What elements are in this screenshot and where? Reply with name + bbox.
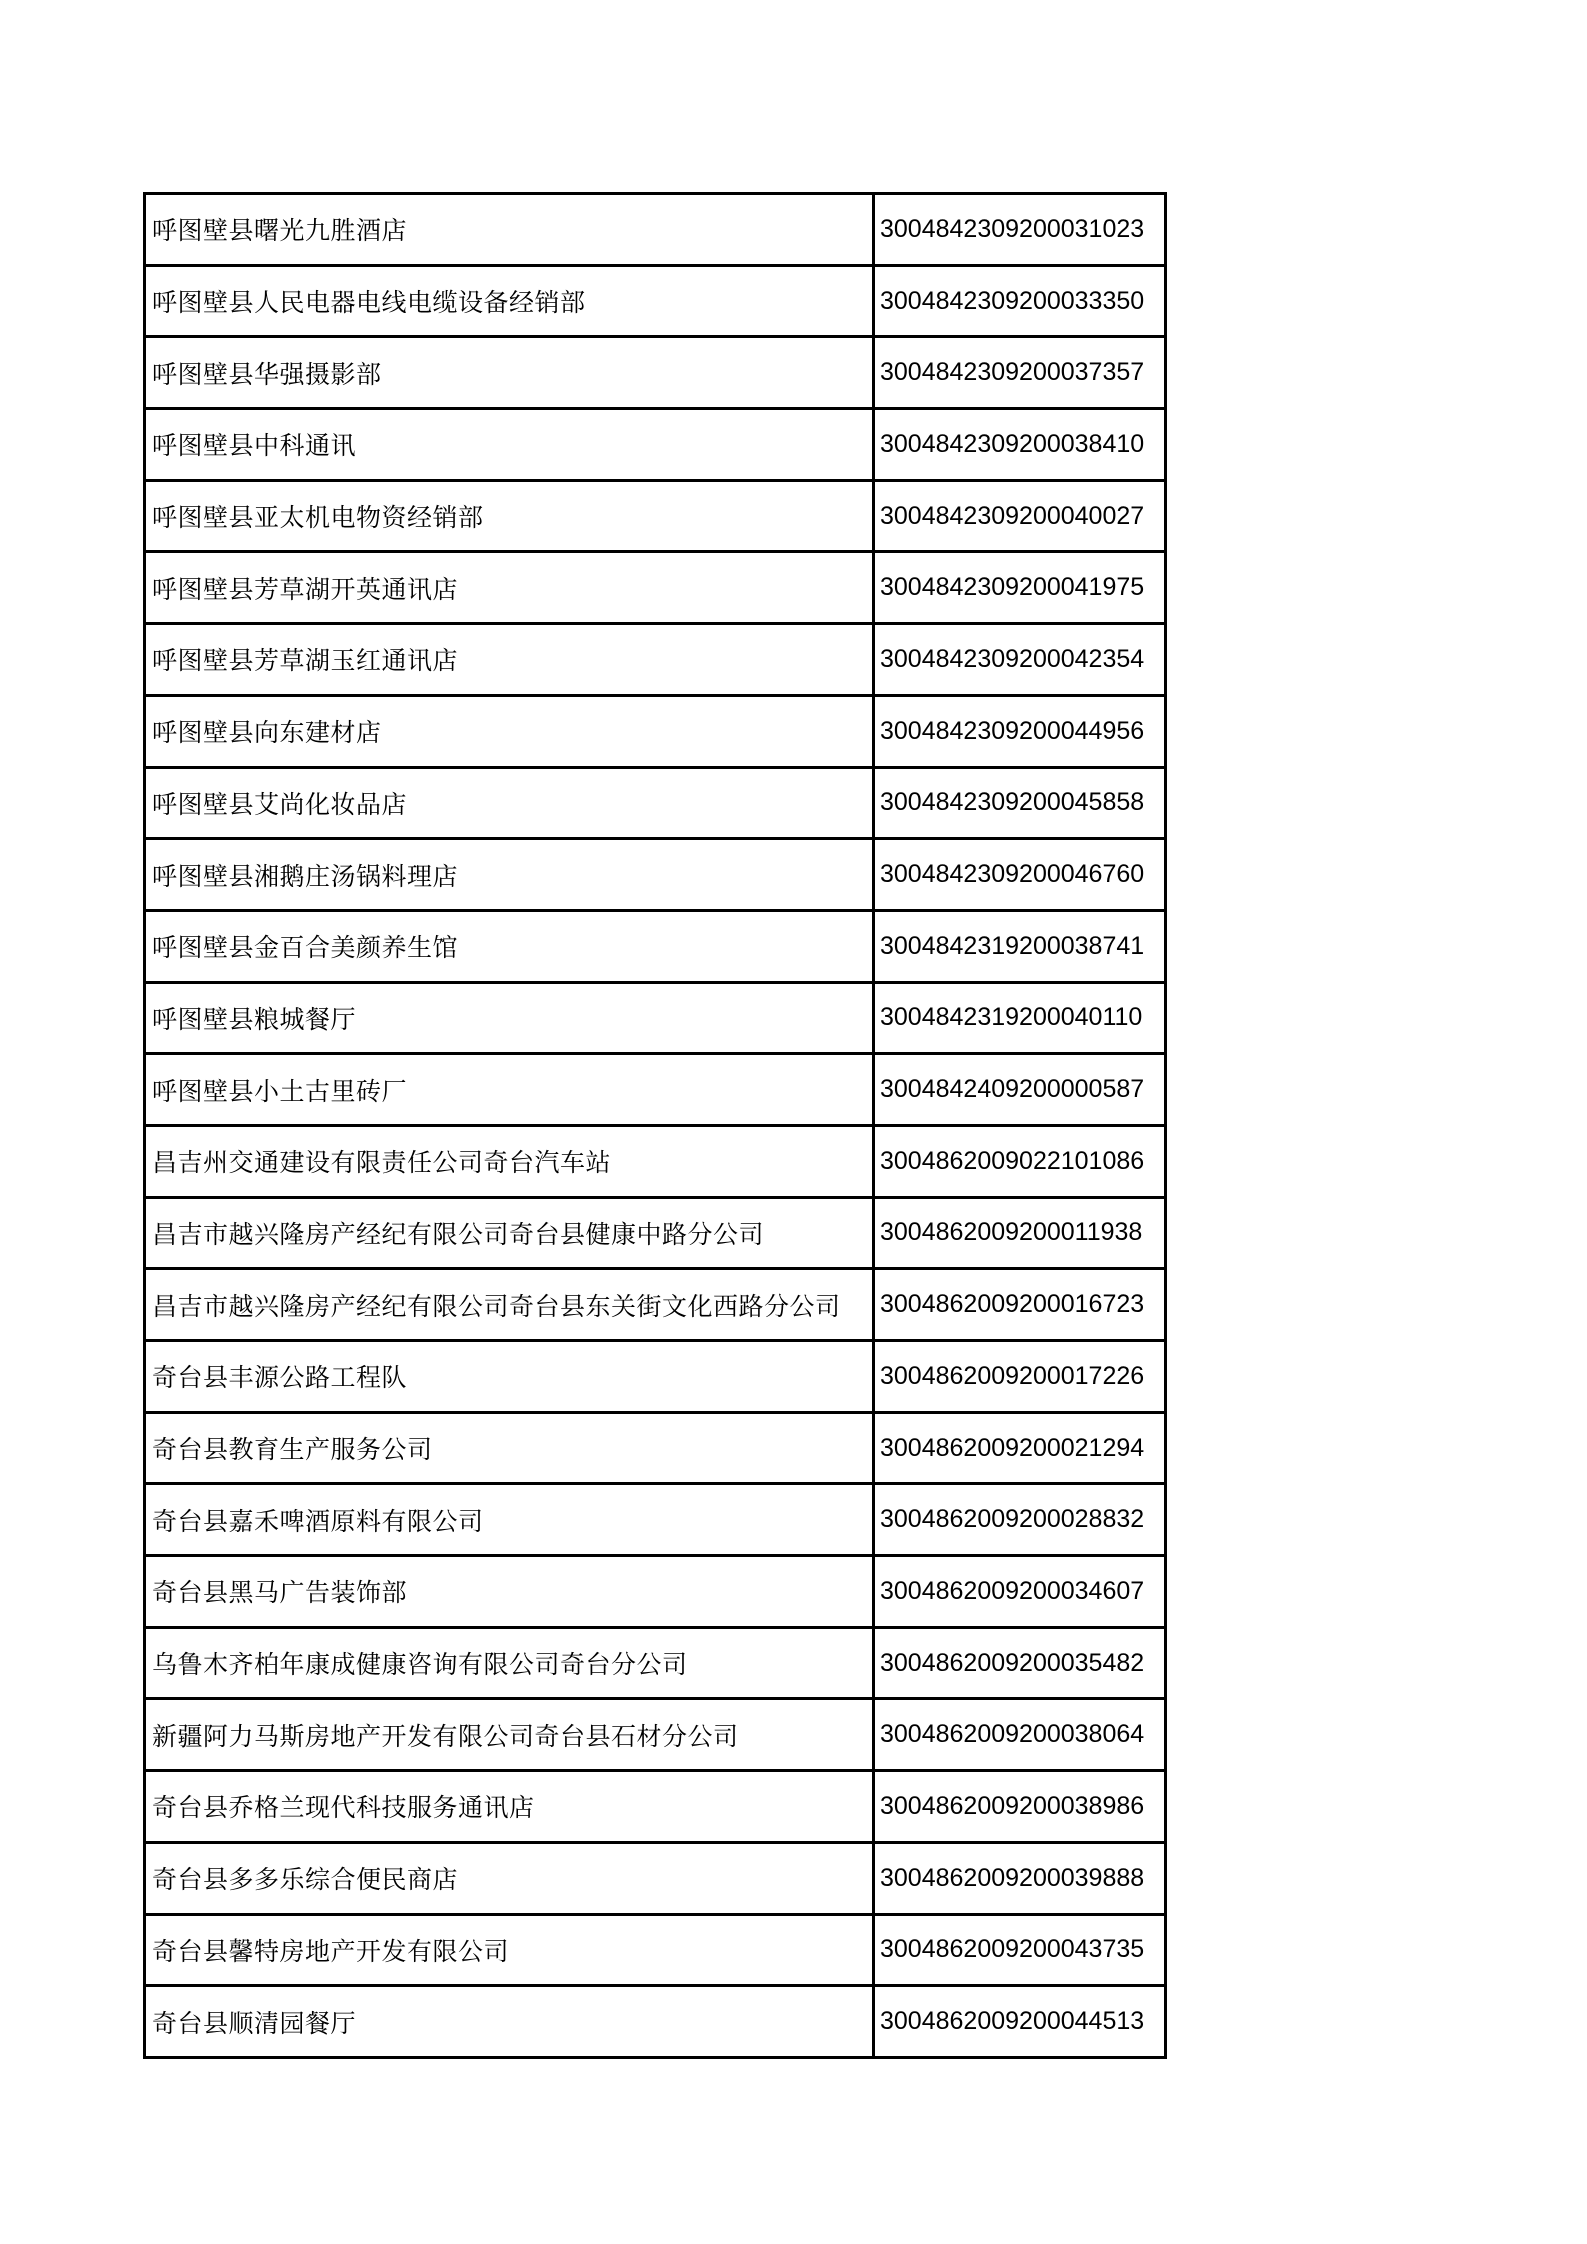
registry-table bbox=[143, 192, 1167, 2059]
table-row bbox=[145, 337, 1166, 409]
company-name-cell: 呼图壁县艾尚化妆品店 bbox=[145, 767, 874, 839]
table-row bbox=[145, 194, 1166, 266]
company-name-cell: 呼图壁县中科通讯 bbox=[145, 409, 874, 481]
table-row bbox=[145, 1771, 1166, 1843]
table-row bbox=[145, 265, 1166, 337]
company-name-cell: 奇台县黑马广告装饰部 bbox=[145, 1556, 874, 1628]
table-row bbox=[145, 839, 1166, 911]
table-row bbox=[145, 1269, 1166, 1341]
company-name-cell: 呼图壁县人民电器电线电缆设备经销部 bbox=[145, 265, 874, 337]
company-name-cell: 昌吉州交通建设有限责任公司奇台汽车站 bbox=[145, 1125, 874, 1197]
registration-code-cell: 3004862009200028832 bbox=[874, 1484, 1166, 1556]
table-row bbox=[145, 1125, 1166, 1197]
registration-code-cell: 3004862009200021294 bbox=[874, 1412, 1166, 1484]
registration-code-cell: 3004842309200037357 bbox=[874, 337, 1166, 409]
company-name-cell: 呼图壁县曙光九胜酒店 bbox=[145, 194, 874, 266]
company-name-cell: 呼图壁县湘鹅庄汤锅料理店 bbox=[145, 839, 874, 911]
table-row bbox=[145, 695, 1166, 767]
company-name-cell: 呼图壁县粮城餐厅 bbox=[145, 982, 874, 1054]
registration-code-cell: 3004842319200040110 bbox=[874, 982, 1166, 1054]
table-body bbox=[145, 194, 1166, 2058]
table-row bbox=[145, 1341, 1166, 1413]
registration-code-cell: 3004842309200040027 bbox=[874, 480, 1166, 552]
table-row bbox=[145, 1054, 1166, 1126]
table-row bbox=[145, 1986, 1166, 2058]
registration-code-cell: 3004842409200000587 bbox=[874, 1054, 1166, 1126]
table-row bbox=[145, 1914, 1166, 1986]
registration-code-cell: 3004842309200031023 bbox=[874, 194, 1166, 266]
company-name-cell: 奇台县丰源公路工程队 bbox=[145, 1341, 874, 1413]
registration-code-cell: 3004842309200038410 bbox=[874, 409, 1166, 481]
company-name-cell: 呼图壁县亚太机电物资经销部 bbox=[145, 480, 874, 552]
table-row bbox=[145, 1627, 1166, 1699]
company-name-cell: 奇台县馨特房地产开发有限公司 bbox=[145, 1914, 874, 1986]
company-name-cell: 奇台县教育生产服务公司 bbox=[145, 1412, 874, 1484]
company-name-cell: 奇台县嘉禾啤酒原料有限公司 bbox=[145, 1484, 874, 1556]
table-row bbox=[145, 480, 1166, 552]
company-name-cell: 呼图壁县向东建材店 bbox=[145, 695, 874, 767]
table-row bbox=[145, 1412, 1166, 1484]
table-row bbox=[145, 1556, 1166, 1628]
company-name-cell: 奇台县顺清园餐厅 bbox=[145, 1986, 874, 2058]
registration-code-cell: 3004842309200041975 bbox=[874, 552, 1166, 624]
registration-code-cell: 3004842309200045858 bbox=[874, 767, 1166, 839]
registration-code-cell: 3004842309200042354 bbox=[874, 624, 1166, 696]
registration-code-cell: 3004862009200038064 bbox=[874, 1699, 1166, 1771]
table-row bbox=[145, 624, 1166, 696]
registration-code-cell: 3004862009200044513 bbox=[874, 1986, 1166, 2058]
registration-code-cell: 3004842309200046760 bbox=[874, 839, 1166, 911]
table-row bbox=[145, 1484, 1166, 1556]
registration-code-cell: 3004842319200038741 bbox=[874, 910, 1166, 982]
registration-code-cell: 3004862009200043735 bbox=[874, 1914, 1166, 1986]
table-row bbox=[145, 409, 1166, 481]
registration-code-cell: 3004862009200016723 bbox=[874, 1269, 1166, 1341]
registration-code-cell: 3004842309200033350 bbox=[874, 265, 1166, 337]
company-name-cell: 奇台县多多乐综合便民商店 bbox=[145, 1842, 874, 1914]
company-name-cell: 呼图壁县金百合美颜养生馆 bbox=[145, 910, 874, 982]
registration-code-cell: 3004862009200011938 bbox=[874, 1197, 1166, 1269]
table-row bbox=[145, 982, 1166, 1054]
registration-code-cell: 3004862009200039888 bbox=[874, 1842, 1166, 1914]
company-name-cell: 呼图壁县小土古里砖厂 bbox=[145, 1054, 874, 1126]
registration-code-cell: 3004862009200034607 bbox=[874, 1556, 1166, 1628]
table-row bbox=[145, 1842, 1166, 1914]
company-name-cell: 呼图壁县芳草湖开英通讯店 bbox=[145, 552, 874, 624]
registration-code-cell: 3004862009022101086 bbox=[874, 1125, 1166, 1197]
registration-code-cell: 3004842309200044956 bbox=[874, 695, 1166, 767]
company-name-cell: 呼图壁县芳草湖玉红通讯店 bbox=[145, 624, 874, 696]
table-row bbox=[145, 910, 1166, 982]
registration-code-cell: 3004862009200017226 bbox=[874, 1341, 1166, 1413]
table-row bbox=[145, 767, 1166, 839]
table-row bbox=[145, 1197, 1166, 1269]
company-name-cell: 乌鲁木齐柏年康成健康咨询有限公司奇台分公司 bbox=[145, 1627, 874, 1699]
company-name-cell: 昌吉市越兴隆房产经纪有限公司奇台县东关街文化西路分公司 bbox=[145, 1269, 874, 1341]
company-name-cell: 昌吉市越兴隆房产经纪有限公司奇台县健康中路分公司 bbox=[145, 1197, 874, 1269]
table-row bbox=[145, 552, 1166, 624]
company-name-cell: 呼图壁县华强摄影部 bbox=[145, 337, 874, 409]
company-name-cell: 新疆阿力马斯房地产开发有限公司奇台县石材分公司 bbox=[145, 1699, 874, 1771]
company-name-cell: 奇台县乔格兰现代科技服务通讯店 bbox=[145, 1771, 874, 1843]
registration-code-cell: 3004862009200038986 bbox=[874, 1771, 1166, 1843]
table-row bbox=[145, 1699, 1166, 1771]
registration-code-cell: 3004862009200035482 bbox=[874, 1627, 1166, 1699]
